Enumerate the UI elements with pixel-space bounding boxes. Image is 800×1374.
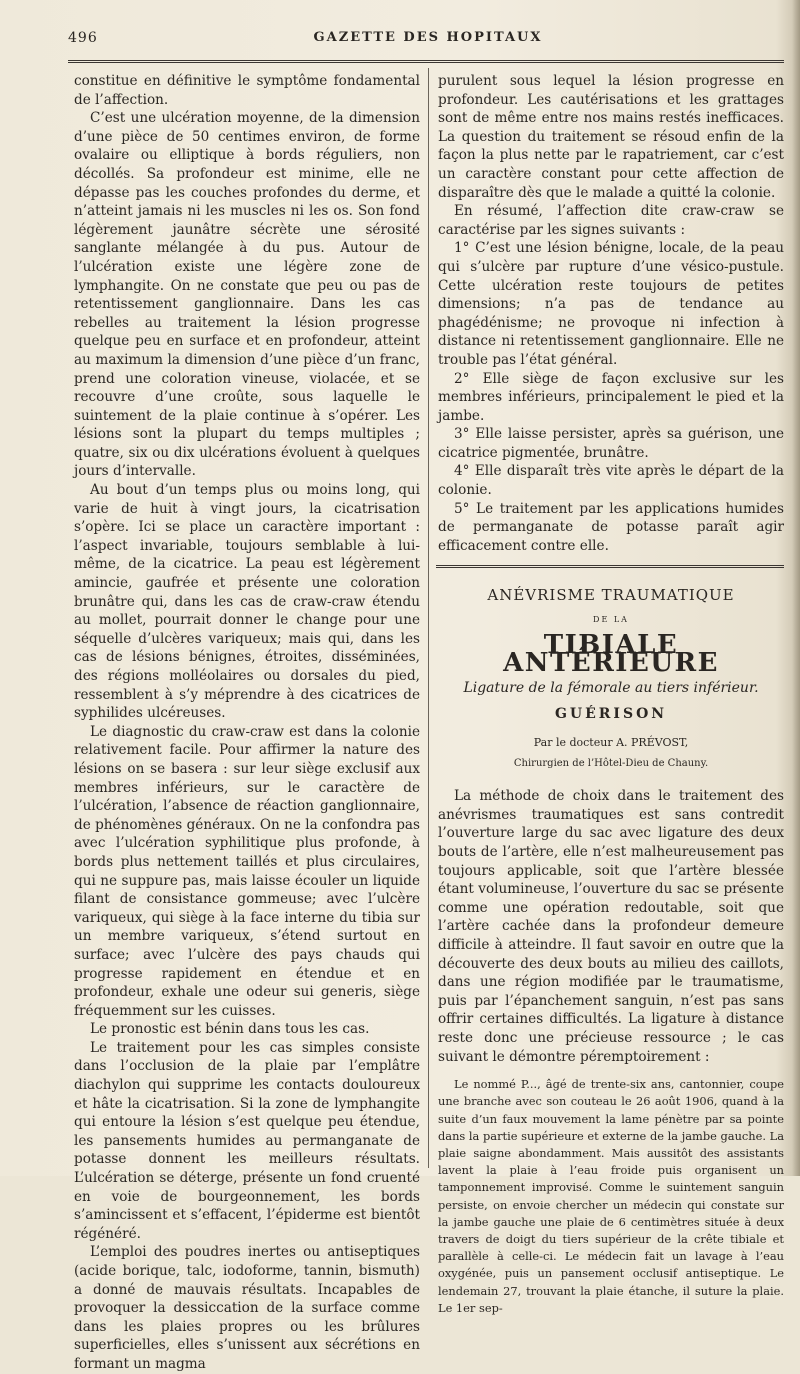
page-header: [68, 30, 788, 52]
paragraph: L’emploi des poudres inertes ou antiseptiques (acide borique, talc, iodoforme, tannin, bismuth) a donné de mauvais résultats. Incapables de provoquer la dessiccation de la surface comme dans les plaies propres ou les brûlures superficielles, elles s’unissent aux sécrétions en formant un magma: [74, 1244, 420, 1372]
paragraph: Au bout d’un temps plus ou moins long, qui varie de huit à vingt jours, la cicatrisation s’opère. Ici se place un caractère important : l’aspect invariable, toujours semblable à lui-même, de la cicatrice. La peau est légèrement amincie, gaufrée et présente une coloration brunâtre qui, dans les cas de craw-craw étendu au mollet, pourrait donner le change pour une séquelle d’ulcères variqueux; mais qui, dans les cas de lésions bénignes, étroites, disséminées, des régions molléolaires ou dorsales du pied, ressemblent à s’y méprendre à des cicatrices de syphilides ulcéreuses.: [74, 482, 420, 722]
article-result: GUÉRISON: [554, 706, 668, 723]
paragraph: purulent sous lequel la lésion progresse en profondeur. Les cautérisations et les grattages sont de même entre nos mains restés inefficaces. La question du traitement se résoud enfin de la façon la plus nette par le rapatriement, car c’est un caractère constant pour cette affection de disparaître dès que le malade a quitté la colonie.: [438, 73, 784, 201]
article-title-block: [438, 586, 784, 773]
case-report: [438, 1076, 784, 1317]
paragraph: 1° C’est une lésion bénigne, locale, de la peau qui s’ulcère par rupture d’une vésico-pustule. Cette ulcération reste toujours de petites dimensions; n’a pas de tendance au phagédénisme; ne provoque ni infection à distance ni retentissement ganglionnaire. Elle ne trouble pas l’état général.: [438, 240, 784, 368]
article-subtitle: Ligature de la fémorale au tiers inférieur.: [463, 679, 759, 696]
article-author: Par le docteur A. PRÉVOST,: [533, 736, 689, 749]
paragraph: La méthode de choix dans le traitement des anévrismes traumatiques est sans contredit l’ouverture large du sac avec ligature des deux bouts de l’artère, elle n’est malheureusement pas toujours applicable, soit que l’artère blessée étant volumineuse, l’ouverture du sac se présente comme une opération redoutable, soit que l’artère cachée dans la profondeur demeure difficile à atteindre. Il faut savoir en outre que la découverte des deux bouts au milieu des caillots, dans une région modifiée par le traumatisme, puis par l’épanchement sanguin, n’est pas sans offrir certaines difficultés. La ligature à distance reste donc une précieuse ressource ; le cas suivant le démontre péremptoirement :: [438, 788, 784, 1065]
right-column: [438, 72, 784, 1317]
paragraph: constitue en définitive le symptôme fondamental de l’affection.: [74, 73, 420, 108]
page-edge-shadow: [792, 0, 800, 1176]
article-affiliation: Chirurgien de l’Hôtel-Dieu de Chauny.: [513, 757, 709, 769]
paragraph: Le pronostic est bénin dans tous les cas.: [90, 1021, 370, 1038]
paragraph: 3° Elle laisse persister, après sa guérison, une cicatrice pigmentée, brunâtre.: [438, 426, 784, 461]
paragraph: Le traitement pour les cas simples consiste dans l’occlusion de la plaie par l’emplâtre diachylon qui supprime les contacts douloureux et hâte la cicatrisation. Si la zone de lymphangite qui entoure la lésion s’est quelque peu étendue, les pansements humides au permanganate de potasse donnent les meilleurs résultats. L’ulcération se déterge, présente un fond cruenté en voie de bourgeonnement, les bords s’amincissent et s’effacent, l’épiderme est bientôt régénéré.: [74, 1039, 420, 1242]
paragraph: En résumé, l’affection dite craw-craw se caractérise par les signes suivants :: [438, 203, 784, 238]
section-rule: [436, 565, 784, 568]
article-title-line: DE LA: [593, 615, 629, 625]
paragraph: C’est une ulcération moyenne, de la dimension d’une pièce de 50 centimes environ, de forme ovalaire ou elliptique à bords réguliers, non décollés. Sa profondeur est minime, elle ne dépasse pas les couches profondes du derme, et n’atteint jamais ni les muscles ni les os. Son fond légèrement jaunâtre sécrète une sérosité sanglante mélangée à du pus. Autour de l’ulcération existe une légère zone de lymphangite. On ne constate que peu ou pas de retentissement ganglionnaire. Dans les cas rebelles au traitement la lésion progresse quelque peu en surface et en profondeur, atteint au maximum la dimension d’une pièce d’un franc, prend une coloration vineuse, violacée, et se recouvre d’une croûte, sous laquelle le suintement de la plaie continue à s’opérer. Les lésions sont la plupart du temps multiples ; quatre, six ou dix ulcérations évoluent à quelques jours d’intervalle.: [74, 110, 420, 480]
left-column: [74, 72, 420, 1374]
header-rule: [68, 60, 784, 63]
paragraph: 2° Elle siège de façon exclusive sur les membres inférieurs, principalement le pied et la jambe.: [438, 370, 784, 424]
paragraph: Le diagnostic du craw-craw est dans la colonie relativement facile. Pour affirmer la nature des lésions on se basera : sur leur siège exclusif aux membres inférieurs, sur le caractère de l’ulcération, l’absence de réaction ganglionnaire, de phénomènes généraux. On ne la confondra pas avec l’ulcération syphilitique plus profonde, à bords plus nettement taillés et plus circulaires, qui ne suppure pas, mais laisse écouler un liquide filant de consistance gommeuse; avec l’ulcère variqueux, qui siège à la face interne du tibia sur un membre variqueux, s’étend surtout en surface; avec l’ulcère des pays chauds qui progresse rapidement en étendue et en profondeur, exhale une odeur sui generis, siège fréquemment sur les cuisses.: [74, 723, 420, 1019]
case-report-text: Le nommé P..., âgé de trente-six ans, cantonnier, coupe une branche avec son couteau le 26 août 1906, quand à la suite d’un faux mouvement la lame pénètre par sa pointe dans la partie supérieure et externe de la jambe gauche. La plaie saigne abondamment. Mais aussitôt des assistants lavent la plaie à l’eau froide puis organisent un tamponnement improvisé. Comme le suintement sanguin persiste, on envoie chercher un médecin qui constate sur la jambe gauche une plaie de 6 centimètres située à deux travers de doigt du tiers supérieur de la crête tibiale et parallèle à celle-ci. Le médecin fait un lavage à l’eau oxygénée, puis un pansement occlusif antiseptique. Le lendemain 27, trouvant la plaie étanche, il suture la plaie. Le 1er sep-: [438, 1077, 784, 1315]
paragraph: 4° Elle disparaît très vite après le départ de la colonie.: [438, 463, 784, 499]
page-number: 496: [68, 30, 98, 46]
journal-title: GAZETTE DES HOPITAUX: [313, 30, 543, 45]
article-title-main: TIBIALE ANTÉRIEURE: [503, 629, 719, 679]
paragraph: 5° Le traitement par les applications humides de permanganate de potasse paraît agir efficacement contre elle.: [438, 500, 784, 554]
column-divider: [428, 68, 429, 1168]
article-title-line: ANÉVRISME TRAUMATIQUE: [487, 586, 735, 605]
